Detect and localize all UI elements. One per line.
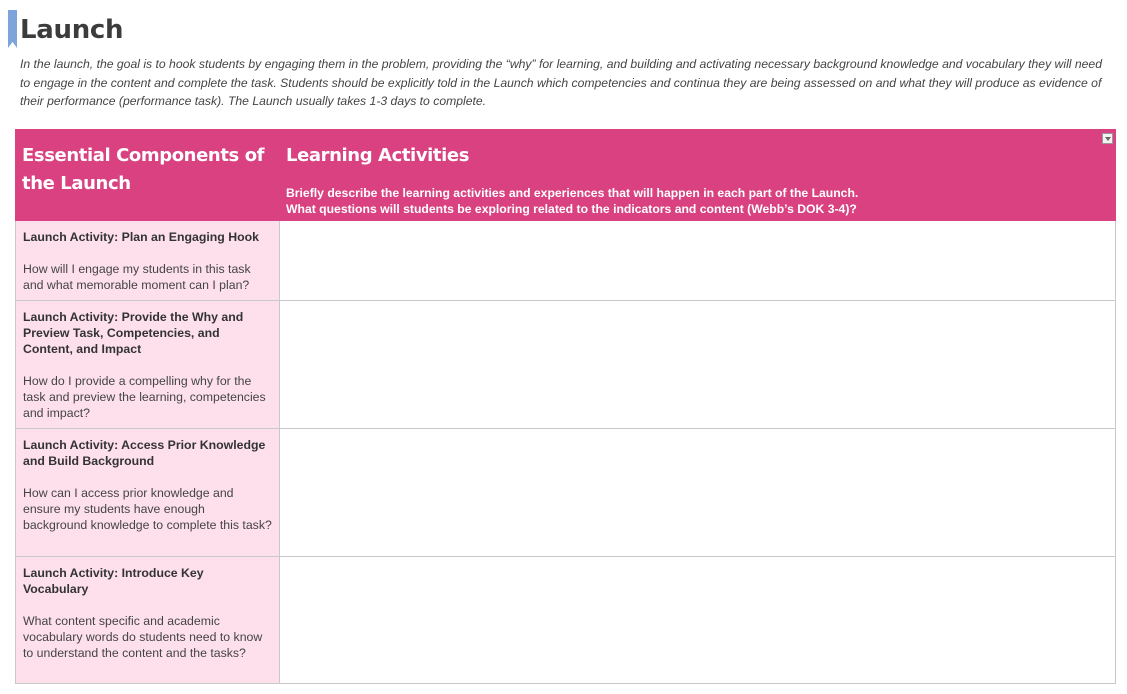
header-learning-activities-instructions <box>286 185 1109 217</box>
component-question: How do I provide a compelling why for the task and preview the learning, competencies and impact? <box>23 374 266 420</box>
instructions-line-2: What questions will students be exploring related to the indicators and content (Webb’s DOK 3-4)? <box>286 202 857 216</box>
table-header-row <box>16 130 1116 221</box>
component-cell <box>16 301 280 429</box>
component-title: Launch Activity: Introduce Key Vocabulary <box>23 566 204 596</box>
table-row <box>16 557 1116 684</box>
learning-activity-input[interactable] <box>280 557 1116 684</box>
component-question: How can I access prior knowledge and ensure my students have enough background knowledge to complete this task? <box>23 486 272 532</box>
component-title: Launch Activity: Access Prior Knowledge and Build Background <box>23 438 266 468</box>
bookmark-flag-icon <box>8 10 17 48</box>
table-row <box>16 221 1116 301</box>
intro-paragraph: In the launch, the goal is to hook students by engaging them in the problem, providing the “why” for learning, and building and activating necessary background knowledge and vocabulary they will need to engage in the content and complete the task. Students should be explicitly told in the Launch which competencies and continua they are being assessed on and what they will produce as evidence of their performance (performance task). The Launch usually takes 1-3 days to complete. <box>20 57 1102 109</box>
launch-table <box>15 129 1116 684</box>
component-question: How will I engage my students in this task and what memorable moment can I plan? <box>23 262 251 292</box>
component-title: Launch Activity: Provide the Why and Preview Task, Competencies, and Content, and Impact <box>23 310 244 356</box>
header-learning-activities-label: Learning Activities <box>286 145 470 166</box>
header-learning-activities <box>280 130 1116 221</box>
section-heading <box>8 9 123 49</box>
header-essential-components-label: Essential Components of the Launch <box>22 145 265 194</box>
instructions-line-1: Briefly describe the learning activities and experiences that will happen in each part of the Launch. <box>286 186 859 200</box>
table-row <box>16 301 1116 429</box>
component-question: What content specific and academic vocabulary words do students need to know to understand the content and the tasks? <box>23 614 263 660</box>
component-cell <box>16 557 280 684</box>
dropdown-toggle-icon[interactable] <box>1102 133 1113 144</box>
component-cell <box>16 221 280 301</box>
component-cell <box>16 429 280 557</box>
header-essential-components <box>16 130 280 221</box>
table-row <box>16 429 1116 557</box>
learning-activity-input[interactable] <box>280 221 1116 301</box>
component-title: Launch Activity: Plan an Engaging Hook <box>23 230 259 244</box>
learning-activity-input[interactable] <box>280 301 1116 429</box>
learning-activity-input[interactable] <box>280 429 1116 557</box>
page-title: Launch <box>20 15 124 45</box>
